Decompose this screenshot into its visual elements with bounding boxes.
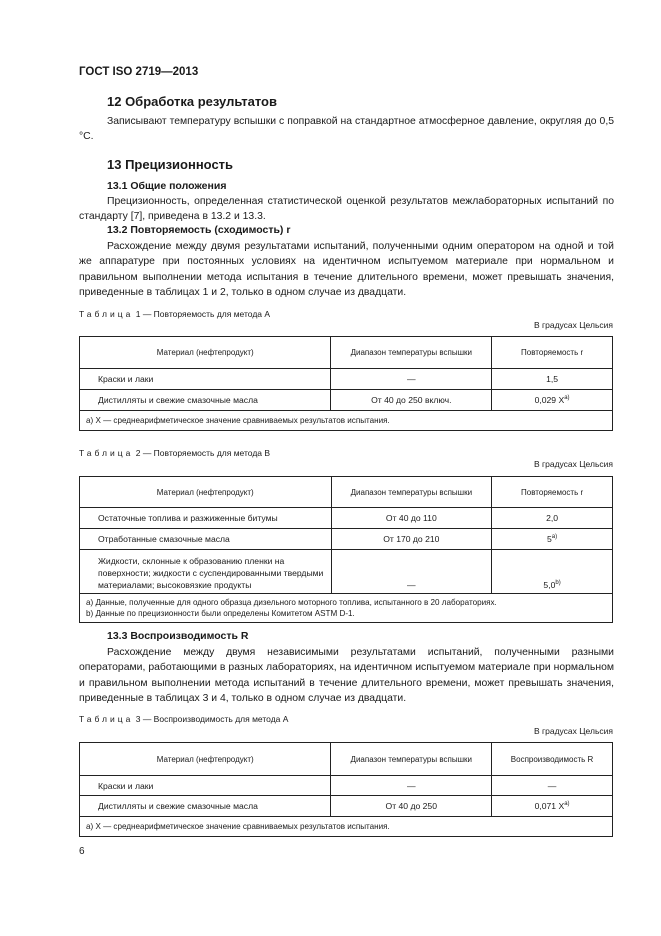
table-2 (79, 476, 613, 623)
table-cell: — (331, 369, 492, 390)
table-row (80, 529, 613, 550)
section-13-2-text: Расхождение между двумя результатами испытаний, полученными одним оператором на одной и той же аппаратуре при постоянных условиях на идентичном испытуемом материале при нормальном и правильном выполнении метода испытания в течение длительного времени, может превышать значения, приведенные в таблицах 1 и 2, только в одном случае из двадцати. (79, 241, 614, 299)
table-cell: — (492, 776, 613, 796)
table-header-cell: Материал (нефтепродукт) (80, 477, 332, 508)
table-cell: 0,029 $X^{a)}$ (492, 390, 613, 411)
table-row (80, 796, 613, 817)
table-row (80, 369, 613, 390)
table-cell: Отработанные смазочные масла (80, 529, 332, 550)
table-cell: 5$^{a)}$ (492, 529, 613, 550)
table-cell: Дистилляты и свежие смазочные масла (80, 796, 331, 817)
table-footnote: a) X — среднеарифметическое значение сравниваемых результатов испытания. (80, 817, 613, 837)
table-header-cell: Диапазон температуры вспышки (331, 337, 492, 369)
table-1-caption: Таблица 1 — Повторяемость для метода А (79, 309, 271, 319)
table-cell: 5,0$^{b)}$ (492, 550, 613, 594)
table-2-unit: В градусах Цельсия (533, 459, 613, 469)
section-12-text: Записывают температуру вспышки с поправкой на стандартное атмосферное давление, округляя до 0,5 °C. (79, 116, 614, 143)
section-13-3-title: 13.3 Воспроизводимость R (107, 630, 249, 642)
table-cell: От 40 до 250 включ. (331, 390, 492, 411)
section-13-title: 13 Прецизионность (107, 157, 234, 172)
table-cell: 0,071 $X^{a)}$ (492, 796, 613, 817)
table-footnote: a) X — среднеарифметическое значение сравниваемых результатов испытания. (80, 411, 613, 431)
table-header-cell: Диапазон температуры вспышки (331, 477, 492, 508)
table-header-cell: Диапазон температуры вспышки (331, 743, 492, 776)
table-cell: Жидкости, склонные к образованию пленки на поверхности; жидкости с суспендированными твердыми материалами; высоковязкие продукты (80, 550, 332, 594)
table-header-cell: Воспроизводимость R (492, 743, 613, 776)
table-cell: Остаточные топлива и разжиженные битумы (80, 508, 332, 529)
table-cell: — (331, 776, 492, 796)
table-footnote: a) Данные, полученные для одного образца дизельного моторного топлива, испытанного в 20 лабораториях. b) Данные по прецизионности были определены Комитетом ASTM D-1. (80, 594, 613, 623)
table-cell: От 40 до 250 (331, 796, 492, 817)
section-12-title: 12 Обработка результатов (107, 94, 277, 109)
table-cell: Краски и лаки (80, 776, 331, 796)
table-header-cell: Повторяемость r (492, 477, 613, 508)
table-cell: От 170 до 210 (331, 529, 492, 550)
table-cell: От 40 до 110 (331, 508, 492, 529)
table-header-cell: Повторяемость r (492, 337, 613, 369)
table-cell: — (331, 550, 492, 594)
document-header: ГОСТ ISO 2719—2013 (79, 66, 199, 78)
table-1-unit: В градусах Цельсия (533, 320, 613, 330)
table-cell: 1,5 (492, 369, 613, 390)
table-2-caption: Таблица 2 — Повторяемость для метода В (79, 448, 271, 458)
table-header-cell: Материал (нефтепродукт) (80, 743, 331, 776)
table-cell: Краски и лаки (80, 369, 331, 390)
table-header-cell: Материал (нефтепродукт) (80, 337, 331, 369)
table-3-unit: В градусах Цельсия (533, 726, 613, 736)
page-number: 6 (79, 846, 85, 857)
table-row (80, 776, 613, 796)
section-13-2-title: 13.2 Повторяемость (сходимость) r (107, 224, 291, 236)
table-cell: 2,0 (492, 508, 613, 529)
table-row (80, 508, 613, 529)
table-3-caption: Таблица 3 — Воспроизводимость для метода А (79, 714, 289, 724)
table-row (80, 550, 613, 594)
section-13-3-text: Расхождение между двумя независимыми результатами испытаний, полученными разными операторами, работающими в разных лабораториях, на идентичном испытуемом материале при нормальном и правильном выполнении метода испытаний в течение длительного времени, может превышать значения, приведенные в таблицах 3 и 4, только в одном случае из двадцати. (79, 647, 614, 705)
table-1 (79, 336, 613, 431)
section-13-1-title: 13.1 Общие положения (107, 180, 227, 192)
table-cell: Дистилляты и свежие смазочные масла (80, 390, 331, 411)
section-13-1-text: Прецизионность, определенная статистической оценкой результатов межлабораторных испытаний по стандарту [7], приведена в 13.2 и 13.3. (79, 196, 614, 223)
table-3 (79, 742, 613, 837)
table-row (80, 390, 613, 411)
